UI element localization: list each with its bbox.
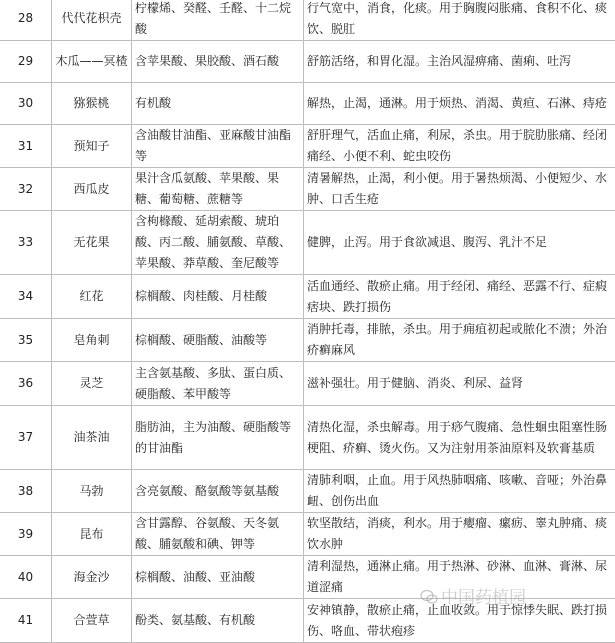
composition: 有机酸 — [132, 83, 304, 125]
wechat-icon — [420, 589, 438, 605]
herb-name: 代代花枳壳 — [52, 0, 132, 41]
composition: 柠檬烯、癸醛、壬醛、十二烷酸 — [132, 0, 304, 41]
row-number: 39 — [0, 513, 52, 556]
efficacy: 行气宽中，消食，化痰。用于胸腹闷胀痛、食积不化、痰饮、脱肛 — [304, 0, 615, 41]
efficacy: 软坚散结，消痰，利水。用于瘿瘤、瘰疬、睾丸肿痛、痰饮水肿 — [304, 513, 615, 556]
herb-name: 无花果 — [52, 211, 132, 275]
row-number: 29 — [0, 41, 52, 83]
efficacy: 清热化湿，杀虫解毒。用于痧气腹痛、急性蛔虫阻塞性肠梗阻、疥癣、烫火伤。又为注射用茶油原料及软膏基质 — [304, 406, 615, 470]
row-number: 38 — [0, 470, 52, 513]
row-number: 30 — [0, 83, 52, 125]
table-row — [0, 83, 615, 125]
row-number: 34 — [0, 275, 52, 319]
row-number: 40 — [0, 556, 52, 599]
herb-name: 预知子 — [52, 125, 132, 168]
table-row — [0, 406, 615, 470]
efficacy: 消肿托毒，排脓，杀虫。用于痈疽初起或脓化不溃；外治疥癣麻风 — [304, 319, 615, 362]
composition: 主含氨基酸、多肽、蛋白质、硬脂酸、苯甲酸等 — [132, 362, 304, 406]
table-row — [0, 168, 615, 211]
herb-name: 马勃 — [52, 470, 132, 513]
efficacy: 清利湿热，通淋止痛。用于热淋、砂淋、血淋、膏淋、尿道涩痛 — [304, 556, 615, 599]
herb-name: 皂角刺 — [52, 319, 132, 362]
composition: 含甘露醇、谷氨酸、天冬氨酸、脯氨酸和碘、钾等 — [132, 513, 304, 556]
row-number: 28 — [0, 0, 52, 41]
table-row — [0, 41, 615, 83]
row-number: 32 — [0, 168, 52, 211]
herb-name: 猕猴桃 — [52, 83, 132, 125]
row-number: 36 — [0, 362, 52, 406]
efficacy: 舒筋活络，和胃化湿。主治风湿痹痛、菌痢、吐泻 — [304, 41, 615, 83]
composition: 脂肪油，主为油酸、硬脂酸等的甘油酯 — [132, 406, 304, 470]
herb-name: 木瓜——冥楂 — [52, 41, 132, 83]
composition: 含亮氨酸、酪氨酸等氨基酸 — [132, 470, 304, 513]
table-row — [0, 513, 615, 556]
row-number: 37 — [0, 406, 52, 470]
efficacy: 舒肝理气，活血止痛，利尿，杀虫。用于脘肋胀痛、经闭痛经、小便不利、蛇虫咬伤 — [304, 125, 615, 168]
composition: 棕榈酸、肉桂酸、月桂酸 — [132, 275, 304, 319]
herb-name: 灵芝 — [52, 362, 132, 406]
efficacy: 滋补强壮。用于健脑、消炎、利尿、益肾 — [304, 362, 615, 406]
table-row — [0, 470, 615, 513]
herb-name: 合萱草 — [52, 599, 132, 643]
herb-name: 西瓜皮 — [52, 168, 132, 211]
composition: 棕榈酸、硬脂酸、油酸等 — [132, 319, 304, 362]
row-number: 31 — [0, 125, 52, 168]
row-number: 41 — [0, 599, 52, 643]
herb-name: 昆布 — [52, 513, 132, 556]
composition: 含枸橼酸、延胡索酸、琥珀酸、丙二酸、脯氨酸、草酸、苹果酸、莽草酸、奎尼酸等 — [132, 211, 304, 275]
efficacy: 清暑解热，止渴，利小便。用于暑热烦渴、小便短少、水肿、口舌生疮 — [304, 168, 615, 211]
efficacy: 清肺利咽，止血。用于风热肺咽痛、咳嗽、音哑；外治鼻衄、创伤出血 — [304, 470, 615, 513]
herb-name: 油茶油 — [52, 406, 132, 470]
table-row — [0, 125, 615, 168]
row-number: 33 — [0, 211, 52, 275]
composition: 含苹果酸、果胶酸、酒石酸 — [132, 41, 304, 83]
table-row — [0, 319, 615, 362]
efficacy: 活血通经、散瘀止痛。用于经闭、痛经、恶露不行、症瘕痞块、跌打损伤 — [304, 275, 615, 319]
table-row — [0, 275, 615, 319]
composition: 含油酸甘油酯、亚麻酸甘油酯等 — [132, 125, 304, 168]
efficacy: 解热，止渴，通淋。用于烦热、消渴、黄疸、石淋、痔疮 — [304, 83, 615, 125]
composition: 棕榈酸、油酸、亚油酸 — [132, 556, 304, 599]
table-row — [0, 362, 615, 406]
composition: 酚类、氨基酸、有机酸 — [132, 599, 304, 643]
efficacy: 健脾，止泻。用于食欲减退、腹泻、乳汁不足 — [304, 211, 615, 275]
row-number: 35 — [0, 319, 52, 362]
herb-name: 海金沙 — [52, 556, 132, 599]
table-row — [0, 0, 615, 41]
table-row — [0, 211, 615, 275]
watermark — [420, 583, 526, 608]
watermark-text: 中国药植园 — [441, 588, 526, 608]
efficacy: 安神镇静，散瘀止痛，止血收敛。用于惊悸失眠、跌打损伤、咯血、带状疱疹 — [304, 599, 615, 643]
herb-name: 红花 — [52, 275, 132, 319]
composition: 果汁含瓜氨酸、苹果酸、果糖、葡萄糖、蔗糖等 — [132, 168, 304, 211]
